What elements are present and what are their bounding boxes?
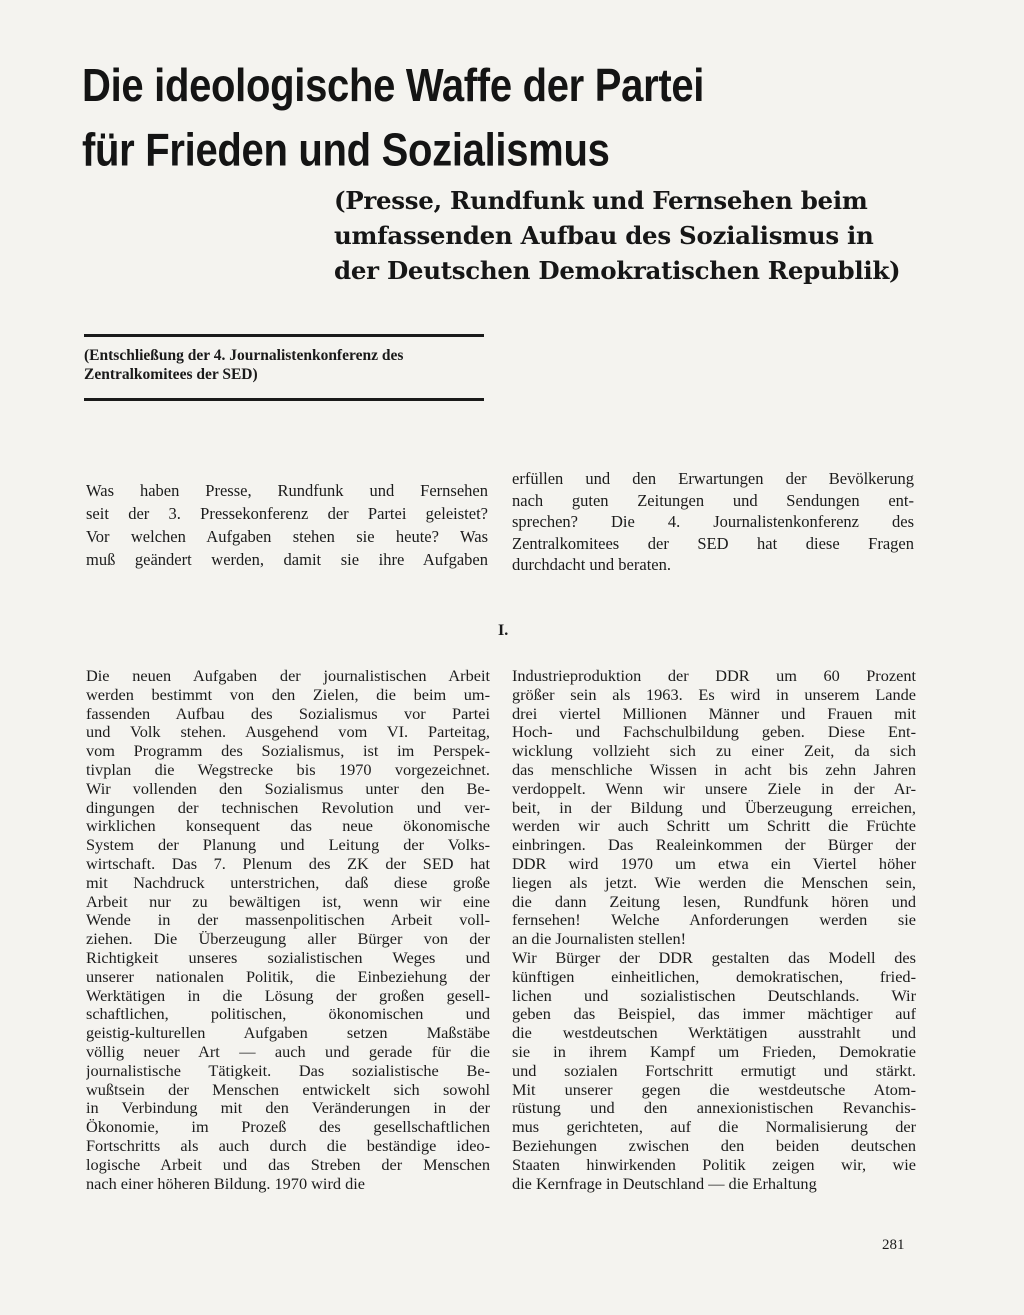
text-line: fernsehen! Welche Anforderungen werden sie — [512, 911, 916, 930]
text-line: sprechen? Die 4. Journalistenkonferenz des — [512, 512, 914, 531]
text-line: die Kernfrage in Deutschland — die Erhaltung — [512, 1174, 817, 1193]
text-line: lichen und sozialistischen Deutschlands. Wir — [512, 986, 916, 1005]
text-line: durchdacht und beraten. — [512, 555, 671, 574]
text-line: wirklichen konsequent das neue ökonomische — [86, 817, 490, 836]
text-line: werden wir auch Schritt um Schritt die Früchte — [512, 817, 916, 836]
text-line: Ökonomie, im Prozeß des gesellschaftlichen — [86, 1118, 490, 1137]
text-line: Richtigkeit unseres sozialistischen Weges und — [86, 948, 490, 967]
text-line: Zentralkomitees der SED hat diese Fragen — [512, 533, 914, 553]
text-line: fassenden Aufbau des Sozialismus vor Partei — [86, 704, 490, 723]
text-line: wirtschaft. Das 7. Plenum des ZK der SED hat — [86, 854, 490, 873]
subtitle-line: der Deutschen Demokratischen Republik) — [334, 256, 901, 285]
text-line: größer sein als 1963. Es wird in unserem Lande — [512, 685, 916, 704]
text-line: Arbeit nur zu bewältigen ist, wenn wir eine — [86, 892, 490, 911]
text-line: ziehen. Die Überzeugung aller Bürger von der — [86, 930, 490, 949]
text-line: nach einer höheren Bildung. 1970 wird die — [86, 1174, 365, 1193]
text-line: Wir Bürger der DDR gestalten das Modell des — [512, 948, 916, 967]
text-line: verdoppelt. Wenn wir unsere Ziele in der Ar- — [512, 779, 916, 798]
subtitle-line: umfassenden Aufbau des Sozialismus in — [334, 221, 874, 250]
resolution-line: Zentralkomitees der SED) — [84, 366, 258, 383]
text-line: Staaten hinwirkenden Politik zeigen wir, wie — [512, 1155, 916, 1174]
text-line: in Verbindung mit den Veränderungen in der — [86, 1099, 490, 1118]
title-line: Die ideologische Waffe der Partei — [82, 60, 705, 112]
intro-right-column — [512, 468, 914, 576]
text-line: werden bestimmt von den Zielen, die beim um- — [86, 685, 490, 704]
text-line: mit Nachdruck unterstrichen, daß diese große — [86, 873, 490, 892]
subtitle-line: (Presse, Rundfunk und Fernsehen beim — [334, 186, 868, 215]
text-line: journalistische Tätigkeit. Das sozialistische Be- — [86, 1061, 490, 1080]
title-line: für Frieden und Sozialismus — [82, 125, 610, 176]
text-line: seit der 3. Pressekonferenz der Partei geleistet? — [86, 504, 488, 523]
text-line: und sozialen Fortschritt ermutigt und stärkt. — [512, 1061, 916, 1080]
text-line: System der Planung und Leitung der Volks- — [86, 836, 490, 855]
text-line: beit, in der Bildung und Überzeugung erreichen, — [512, 798, 916, 817]
text-line: dingungen der technischen Revolution und ver- — [86, 798, 490, 817]
text-line: schaftlichen, politischen, ökonomischen und — [86, 1005, 490, 1024]
text-line: die westdeutschen Werktätigen ausstrahlt und — [512, 1024, 916, 1043]
text-line: Industrieproduktion der DDR um 60 Prozent — [512, 667, 916, 685]
text-line: erfüllen und den Erwartungen der Bevölkerung — [512, 469, 914, 488]
text-line: DDR wird 1970 um etwa ein Viertel höher — [512, 854, 916, 873]
text-line: Vor welchen Aufgaben stehen sie heute? Was — [86, 527, 488, 546]
text-line: völlig neuer Art — auch und gerade für die — [86, 1042, 490, 1061]
text-line: Was haben Presse, Rundfunk und Fernsehen — [86, 481, 488, 500]
text-line: Beziehungen zwischen den beiden deutschen — [512, 1136, 916, 1155]
text-line: unserer nationalen Politik, die Einbeziehung der — [86, 967, 490, 986]
text-line: und Volk stehen. Ausgehend vom VI. Parteitag, — [86, 723, 490, 742]
text-line: Wende in der massenpolitischen Arbeit voll- — [86, 911, 490, 930]
text-line: Werktätigen in die Lösung der großen gesell- — [86, 986, 490, 1005]
text-line: an die Journalisten stellen! — [512, 930, 687, 949]
body-left-column — [86, 667, 490, 1193]
text-line: liegen als jetzt. Wie werden die Menschen sein, — [512, 873, 916, 892]
text-line: muß geändert werden, damit sie ihre Aufgaben — [86, 550, 488, 569]
text-line: die dann Zeitung lesen, Rundfunk hören und — [512, 892, 916, 911]
page-title — [82, 54, 802, 183]
text-line: sie in ihrem Kampf um Frieden, Demokratie — [512, 1042, 916, 1061]
intro-left-column — [86, 479, 488, 571]
text-line: vom Programm des Sozialismus, ist im Perspek- — [86, 742, 490, 761]
text-line: das menschliche Wissen in acht bis zehn Jahren — [512, 760, 916, 779]
text-line: Mit unserer gegen die westdeutsche Atom- — [512, 1080, 916, 1099]
text-line: drei viertel Millionen Männer und Frauen mit — [512, 704, 916, 723]
text-line: Die neuen Aufgaben der journalistischen Arbeit — [86, 667, 490, 685]
text-line: Wir vollenden den Sozialismus unter den Be- — [86, 779, 490, 798]
page-number: 281 — [882, 1237, 905, 1253]
text-line: geistig-kulturellen Aufgaben setzen Maßstäbe — [86, 1024, 490, 1043]
bottom-divider — [84, 398, 484, 401]
section-number: I. — [498, 622, 509, 639]
text-line: wicklung vollzieht sich zu einer Zeit, da sich — [512, 742, 916, 761]
text-line: nach guten Zeitungen und Sendungen ent- — [512, 490, 914, 510]
text-line: einbringen. Das Realeinkommen der Bürger der — [512, 836, 916, 855]
text-line: Hoch- und Fachschulbildung geben. Diese Ent- — [512, 723, 916, 742]
body-right-column — [512, 667, 916, 1193]
text-line: tivplan die Wegstrecke bis 1970 vorgezeichnet. — [86, 760, 490, 779]
text-line: Fortschritts als auch durch die beständige ideo- — [86, 1136, 490, 1155]
text-line: rüstung und den annexionistischen Revanchis- — [512, 1099, 916, 1118]
top-divider — [84, 334, 484, 337]
text-line: logische Arbeit und das Streben der Menschen — [86, 1155, 490, 1174]
text-line: künftigen einheitlichen, demokratischen, fried- — [512, 967, 916, 986]
resolution-note — [84, 346, 494, 384]
text-line: mus gerichteten, auf die Normalisierung der — [512, 1118, 916, 1137]
text-line: geben das Beispiel, das immer mächtiger auf — [512, 1005, 916, 1024]
subtitle — [334, 183, 924, 288]
text-line: wußtsein der Menschen entwickelt sich sowohl — [86, 1080, 490, 1099]
resolution-line: (Entschließung der 4. Journalistenkonferenz des — [84, 347, 404, 364]
